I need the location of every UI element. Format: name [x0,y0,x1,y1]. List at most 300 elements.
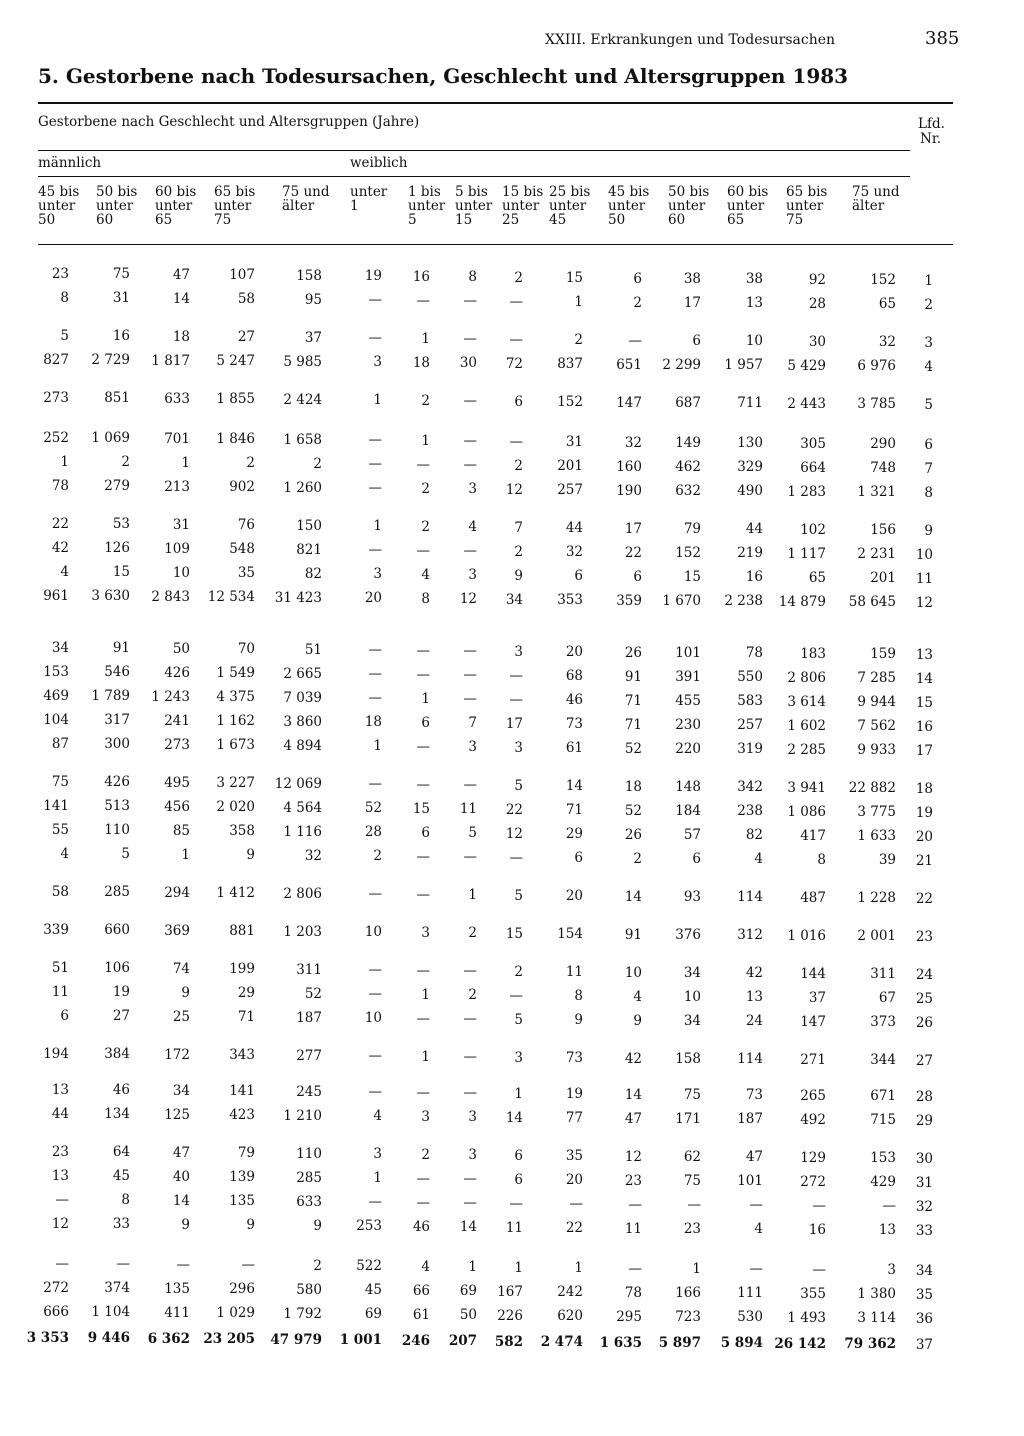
table-cell: 17 [683,295,701,311]
table-cell: 2 299 [662,357,701,373]
table-cell: 469 [43,688,69,704]
table-cell: 32 [878,334,896,350]
table-cell: 190 [616,483,642,499]
table-cell: 71 [237,1009,255,1025]
table-cell: 65 [878,296,896,312]
table-cell: 201 [557,458,583,474]
table-cell: 9 [246,847,255,863]
table-cell: 31 [565,434,583,450]
table-cell: 620 [557,1308,583,1324]
table-cell: 153 [870,1150,896,1166]
table-cell: — [416,887,430,903]
table-cell: 2 [373,848,382,864]
table-cell: 837 [557,356,583,372]
table-cell: 135 [229,1193,255,1209]
table-cell: 651 [616,357,642,373]
group-header: Gestorbene nach Geschlecht und Altersgruppen (Jahre) [38,114,420,130]
table-cell: 125 [164,1107,190,1123]
column-header-9-line1: 15 bis [502,184,544,200]
table-cell: 102 [800,522,826,538]
table-cell: 18 [412,355,430,371]
table-cell: — [55,1192,69,1208]
column-header-2-line1: 50 bis [96,184,138,200]
table-cell: 5 429 [787,358,826,374]
table-cell: 14 [172,291,190,307]
table-cell: 10 [624,965,642,981]
table-cell: 305 [800,436,826,452]
table-cell: — [416,1171,430,1187]
table-cell: 13 [51,1168,69,1184]
table-cell: 4 894 [283,738,322,754]
table-cell: — [368,432,382,448]
table-cell: 9 [246,1217,255,1233]
table-cell: 23 [51,1144,69,1160]
table-cell: 6 [692,851,701,867]
table-cell: 3 [468,1109,477,1125]
table-cell: 79 [683,521,701,537]
table-cell: 91 [624,927,642,943]
table-cell: 827 [43,352,69,368]
table-cell: 147 [616,395,642,411]
table-cell: — [241,1257,255,1273]
table-cell: 238 [737,803,763,819]
table-cell: — [416,963,430,979]
table-cell: 311 [870,966,896,982]
table-cell: 101 [737,1173,763,1189]
table-cell: 2 [313,1258,322,1274]
table-cell: 16 [112,328,130,344]
column-header-9-line3: 25 [502,212,520,228]
table-cell: 5 [468,825,477,841]
table-cell: — [509,692,523,708]
table-cell: 492 [800,1112,826,1128]
table-cell: 10 [172,565,190,581]
table-cell: 2 [514,270,523,286]
table-cell: 20 [565,888,583,904]
table-cell: 57 [683,827,701,843]
table-cell: 47 [172,267,190,283]
table-cell: 152 [870,272,896,288]
table-cell: 632 [675,483,701,499]
table-cell: 546 [104,664,130,680]
table-cell: 44 [51,1106,69,1122]
table-cell: 1 117 [787,546,826,562]
table-cell: 71 [624,693,642,709]
column-header-11-line2: unter [608,198,646,214]
table-cell: 12 [459,591,477,607]
column-header-12-line1: 50 bis [668,184,710,200]
table-cell: 42 [624,1051,642,1067]
table-cell: — [368,1084,382,1100]
table-cell: 317 [104,712,130,728]
table-cell: 22 [505,802,523,818]
table-cell: 429 [870,1174,896,1190]
table-cell: 2 285 [787,742,826,758]
table-cell: 272 [43,1280,69,1296]
table-cell: — [509,332,523,348]
table-cell: 359 [616,593,642,609]
table-cell: 154 [557,926,583,942]
table-cell: 252 [43,430,69,446]
table-cell: — [368,690,382,706]
table-cell: 5 894 [720,1335,763,1351]
table-cell: 47 979 [270,1332,322,1348]
table-cell: 58 [237,291,255,307]
table-cell: 47 [624,1111,642,1127]
table-cell: 3 941 [787,780,826,796]
table-cell: 34 [172,1083,190,1099]
table-cell: — [368,776,382,792]
table-cell: 279 [104,478,130,494]
table-cell: 110 [104,822,130,838]
table-cell: — [416,777,430,793]
table-cell: — [368,292,382,308]
row-number: 11 [915,571,933,587]
table-cell: 1 [181,455,190,471]
table-cell: 417 [800,828,826,844]
table-cell: 23 [51,266,69,282]
table-cell: 8 [468,269,477,285]
table-cell: 51 [51,960,69,976]
table-cell: 851 [104,390,130,406]
table-cell: 14 879 [778,594,826,610]
table-cell: 46 [112,1082,130,1098]
table-cell: 6 [514,394,523,410]
table-cell: 14 [624,889,642,905]
table-cell: — [116,1256,130,1272]
table-cell: — [628,1197,642,1213]
column-header-14-line2: unter [786,198,824,214]
table-cell: 6 [514,1148,523,1164]
table-cell: — [368,1194,382,1210]
table-cell: 1 855 [216,391,255,407]
table-cell: 9 [181,1217,190,1233]
table-cell: 253 [356,1218,382,1234]
row-number: 5 [924,397,933,413]
table-cell: 70 [237,641,255,657]
table-cell: 187 [296,1010,322,1026]
table-cell: 95 [304,292,322,308]
table-cell: 194 [43,1046,69,1062]
table-cell: 6 976 [857,358,896,374]
table-cell: 2 [633,851,642,867]
table-cell: — [368,480,382,496]
column-header-3-line2: unter [155,198,193,214]
table-cell: — [463,1195,477,1211]
table-cell: 294 [164,885,190,901]
table-cell: 8 [60,290,69,306]
table-cell: 343 [229,1047,255,1063]
table-cell: 1 [181,847,190,863]
row-number: 37 [915,1337,933,1353]
row-number: 13 [915,647,933,663]
table-cell: 30 [808,334,826,350]
table-cell: 34 [505,592,523,608]
table-cell: 423 [229,1107,255,1123]
table-cell: 9 [514,568,523,584]
column-header-1-line2: unter [38,198,76,214]
row-number: 15 [915,695,933,711]
table-cell: 271 [800,1052,826,1068]
table-cell: 149 [675,435,701,451]
table-cell: 300 [104,736,130,752]
table-cell: 9 446 [87,1330,130,1346]
table-cell: — [463,777,477,793]
table-cell: 290 [870,436,896,452]
row-number: 22 [915,891,933,907]
table-cell: 273 [164,737,190,753]
table-cell: 22 [51,516,69,532]
table-cell: 15 [412,801,430,817]
table-cell: 32 [304,848,322,864]
table-cell: 241 [164,713,190,729]
table-cell: 213 [164,479,190,495]
table-cell: 26 [624,645,642,661]
table-cell: 961 [43,588,69,604]
table-cell: 114 [737,889,763,905]
table-cell: 2 [421,1147,430,1163]
table-cell: — [882,1198,896,1214]
column-header-8-line1: 5 bis [455,184,488,200]
table-cell: 8 [121,1192,130,1208]
table-cell: 582 [494,1334,523,1350]
table-cell: 14 [624,1087,642,1103]
table-cell: 3 [373,1146,382,1162]
table-cell: 311 [296,962,322,978]
table-cell: 2 238 [724,593,763,609]
table-cell: 633 [296,1194,322,1210]
table-cell: 109 [164,541,190,557]
column-header-5-line2: älter [282,198,315,214]
table-cell: 666 [43,1304,69,1320]
table-cell: 1 [514,1086,523,1102]
column-header-3-line1: 60 bis [155,184,197,200]
table-cell: 487 [800,890,826,906]
row-number: 29 [915,1113,933,1129]
row-number: 18 [915,781,933,797]
table-cell: 353 [557,592,583,608]
column-header-13-line1: 60 bis [727,184,769,200]
table-cell: 2 474 [540,1334,583,1350]
table-cell: 91 [624,669,642,685]
table-cell: 12 069 [274,776,322,792]
table-cell: 58 645 [848,594,896,610]
table-cell: 344 [870,1052,896,1068]
table-cell: 79 362 [844,1336,896,1352]
table-cell: 37 [808,990,826,1006]
table-cell: 513 [104,798,130,814]
table-cell: 246 [401,1333,430,1349]
table-cell: 2 001 [857,928,896,944]
table-cell: 1 162 [216,713,255,729]
table-cell: 18 [172,329,190,345]
row-number: 25 [915,991,933,1007]
table-cell: 272 [800,1174,826,1190]
table-cell: 152 [675,545,701,561]
table-cell: 47 [745,1149,763,1165]
table-cell: 580 [296,1282,322,1298]
table-cell: — [416,457,430,473]
table-cell: 34 [51,640,69,656]
table-cell: — [368,986,382,1002]
table-cell: 2 [421,519,430,535]
table-cell: 39 [878,852,896,868]
table-cell: 19 [112,984,130,1000]
table-cell: 4 [421,567,430,583]
page-title: 5. Gestorbene nach Todesursachen, Geschlecht und Altersgruppen 1983 [38,64,849,88]
table-cell: 329 [737,459,763,475]
column-header-8-line2: unter [455,198,493,214]
table-cell: 15 [683,569,701,585]
table-cell: 6 [514,1172,523,1188]
table-cell: 26 142 [774,1336,826,1352]
table-cell: 2 [421,393,430,409]
table-cell: 153 [43,664,69,680]
table-cell: 1 846 [216,431,255,447]
running-header: XXIII. Erkrankungen und Todesursachen [545,32,836,48]
table-cell: 5 [60,328,69,344]
table-cell: 12 [505,826,523,842]
row-number: 34 [915,1263,933,1279]
table-cell: 167 [497,1284,523,1300]
table-cell: 53 [112,516,130,532]
table-cell: 45 [364,1282,382,1298]
table-cell: — [368,456,382,472]
table-cell: 2 665 [283,666,322,682]
table-cell: 358 [229,823,255,839]
table-cell: — [416,1085,430,1101]
table-cell: 1 243 [151,689,190,705]
table-cell: 277 [296,1048,322,1064]
column-header-3-line3: 65 [155,212,173,228]
column-header-7-line3: 5 [408,212,417,228]
table-cell: 32 [624,435,642,451]
table-cell: 141 [229,1083,255,1099]
table-cell: 72 [505,356,523,372]
table-cell: 548 [229,541,255,557]
table-cell: 184 [675,803,701,819]
table-cell: 18 [364,714,382,730]
table-cell: 20 [364,590,382,606]
row-number: 17 [915,743,933,759]
table-cell: 73 [565,1050,583,1066]
table-cell: 14 [459,1219,477,1235]
table-cell: 4 375 [216,689,255,705]
table-cell: 495 [164,775,190,791]
table-cell: 296 [229,1281,255,1297]
table-cell: 51 [304,642,322,658]
table-cell: 1 789 [91,688,130,704]
sex-female-label: weiblich [350,155,408,171]
table-cell: 75 [51,774,69,790]
table-cell: 5 247 [216,353,255,369]
table-cell: — [55,1256,69,1272]
table-cell: 71 [624,717,642,733]
table-cell: 374 [104,1280,130,1296]
column-header-7-line1: 1 bis [408,184,441,200]
table-cell: 4 564 [283,800,322,816]
table-cell: 1 228 [857,890,896,906]
row-number: 6 [924,437,933,453]
table-cell: 1 [468,1259,477,1275]
table-cell: — [463,643,477,659]
table-cell: 1 321 [857,484,896,500]
column-header-8-line3: 15 [455,212,473,228]
table-cell: 265 [800,1088,826,1104]
table-cell: 74 [172,961,190,977]
table-cell: 2 [468,925,477,941]
table-cell: 411 [164,1305,190,1321]
table-cell: 111 [737,1285,763,1301]
table-cell: 44 [745,521,763,537]
table-cell: 522 [356,1258,382,1274]
row-number: 19 [915,805,933,821]
table-cell: 27 [237,329,255,345]
table-cell: 3 [514,644,523,660]
page-number: 385 [925,28,960,49]
table-cell: 126 [104,540,130,556]
table-cell: 91 [112,640,130,656]
table-cell: 183 [800,646,826,662]
table-cell: 30 [459,355,477,371]
table-cell: 12 [505,482,523,498]
table-cell: 8 [574,988,583,1004]
table-cell: 11 [51,984,69,1000]
table-cell: 456 [164,799,190,815]
table-cell: 23 [683,1221,701,1237]
table-cell: 171 [675,1111,701,1127]
table-cell: — [509,1196,523,1212]
table-cell: 1 [574,294,583,310]
table-cell: — [509,294,523,310]
table-cell: 369 [164,923,190,939]
table-cell: 11 [624,1221,642,1237]
table-cell: 2 [421,481,430,497]
table-cell: 1 [692,1261,701,1277]
table-cell: 6 [421,825,430,841]
table-cell: 152 [557,394,583,410]
table-cell: 47 [172,1145,190,1161]
table-cell: 69 [364,1306,382,1322]
table-cell: — [463,1011,477,1027]
row-number: 31 [915,1175,933,1191]
table-cell: — [368,642,382,658]
table-cell: 2 [313,456,322,472]
table-cell: 1 673 [216,737,255,753]
column-header-4-line1: 65 bis [214,184,256,200]
table-cell: 4 [60,846,69,862]
table-cell: 391 [675,669,701,685]
table-cell: 9 [181,985,190,1001]
table-cell: 3 614 [787,694,826,710]
table-cell: 339 [43,922,69,938]
table-cell: 7 039 [283,690,322,706]
table-cell: 31 423 [274,590,322,606]
table-cell: 1 283 [787,484,826,500]
table-cell: 135 [164,1281,190,1297]
row-number: 36 [915,1311,933,1327]
table-cell: 50 [459,1307,477,1323]
table-cell: 3 [373,354,382,370]
table-cell: 3 630 [91,588,130,604]
table-cell: 1 670 [662,593,701,609]
table-cell: — [463,1049,477,1065]
table-cell: 3 [373,566,382,582]
table-cell: 550 [737,669,763,685]
table-cell: 1 [421,331,430,347]
table-cell: 3 775 [857,804,896,820]
table-cell: 723 [675,1309,701,1325]
